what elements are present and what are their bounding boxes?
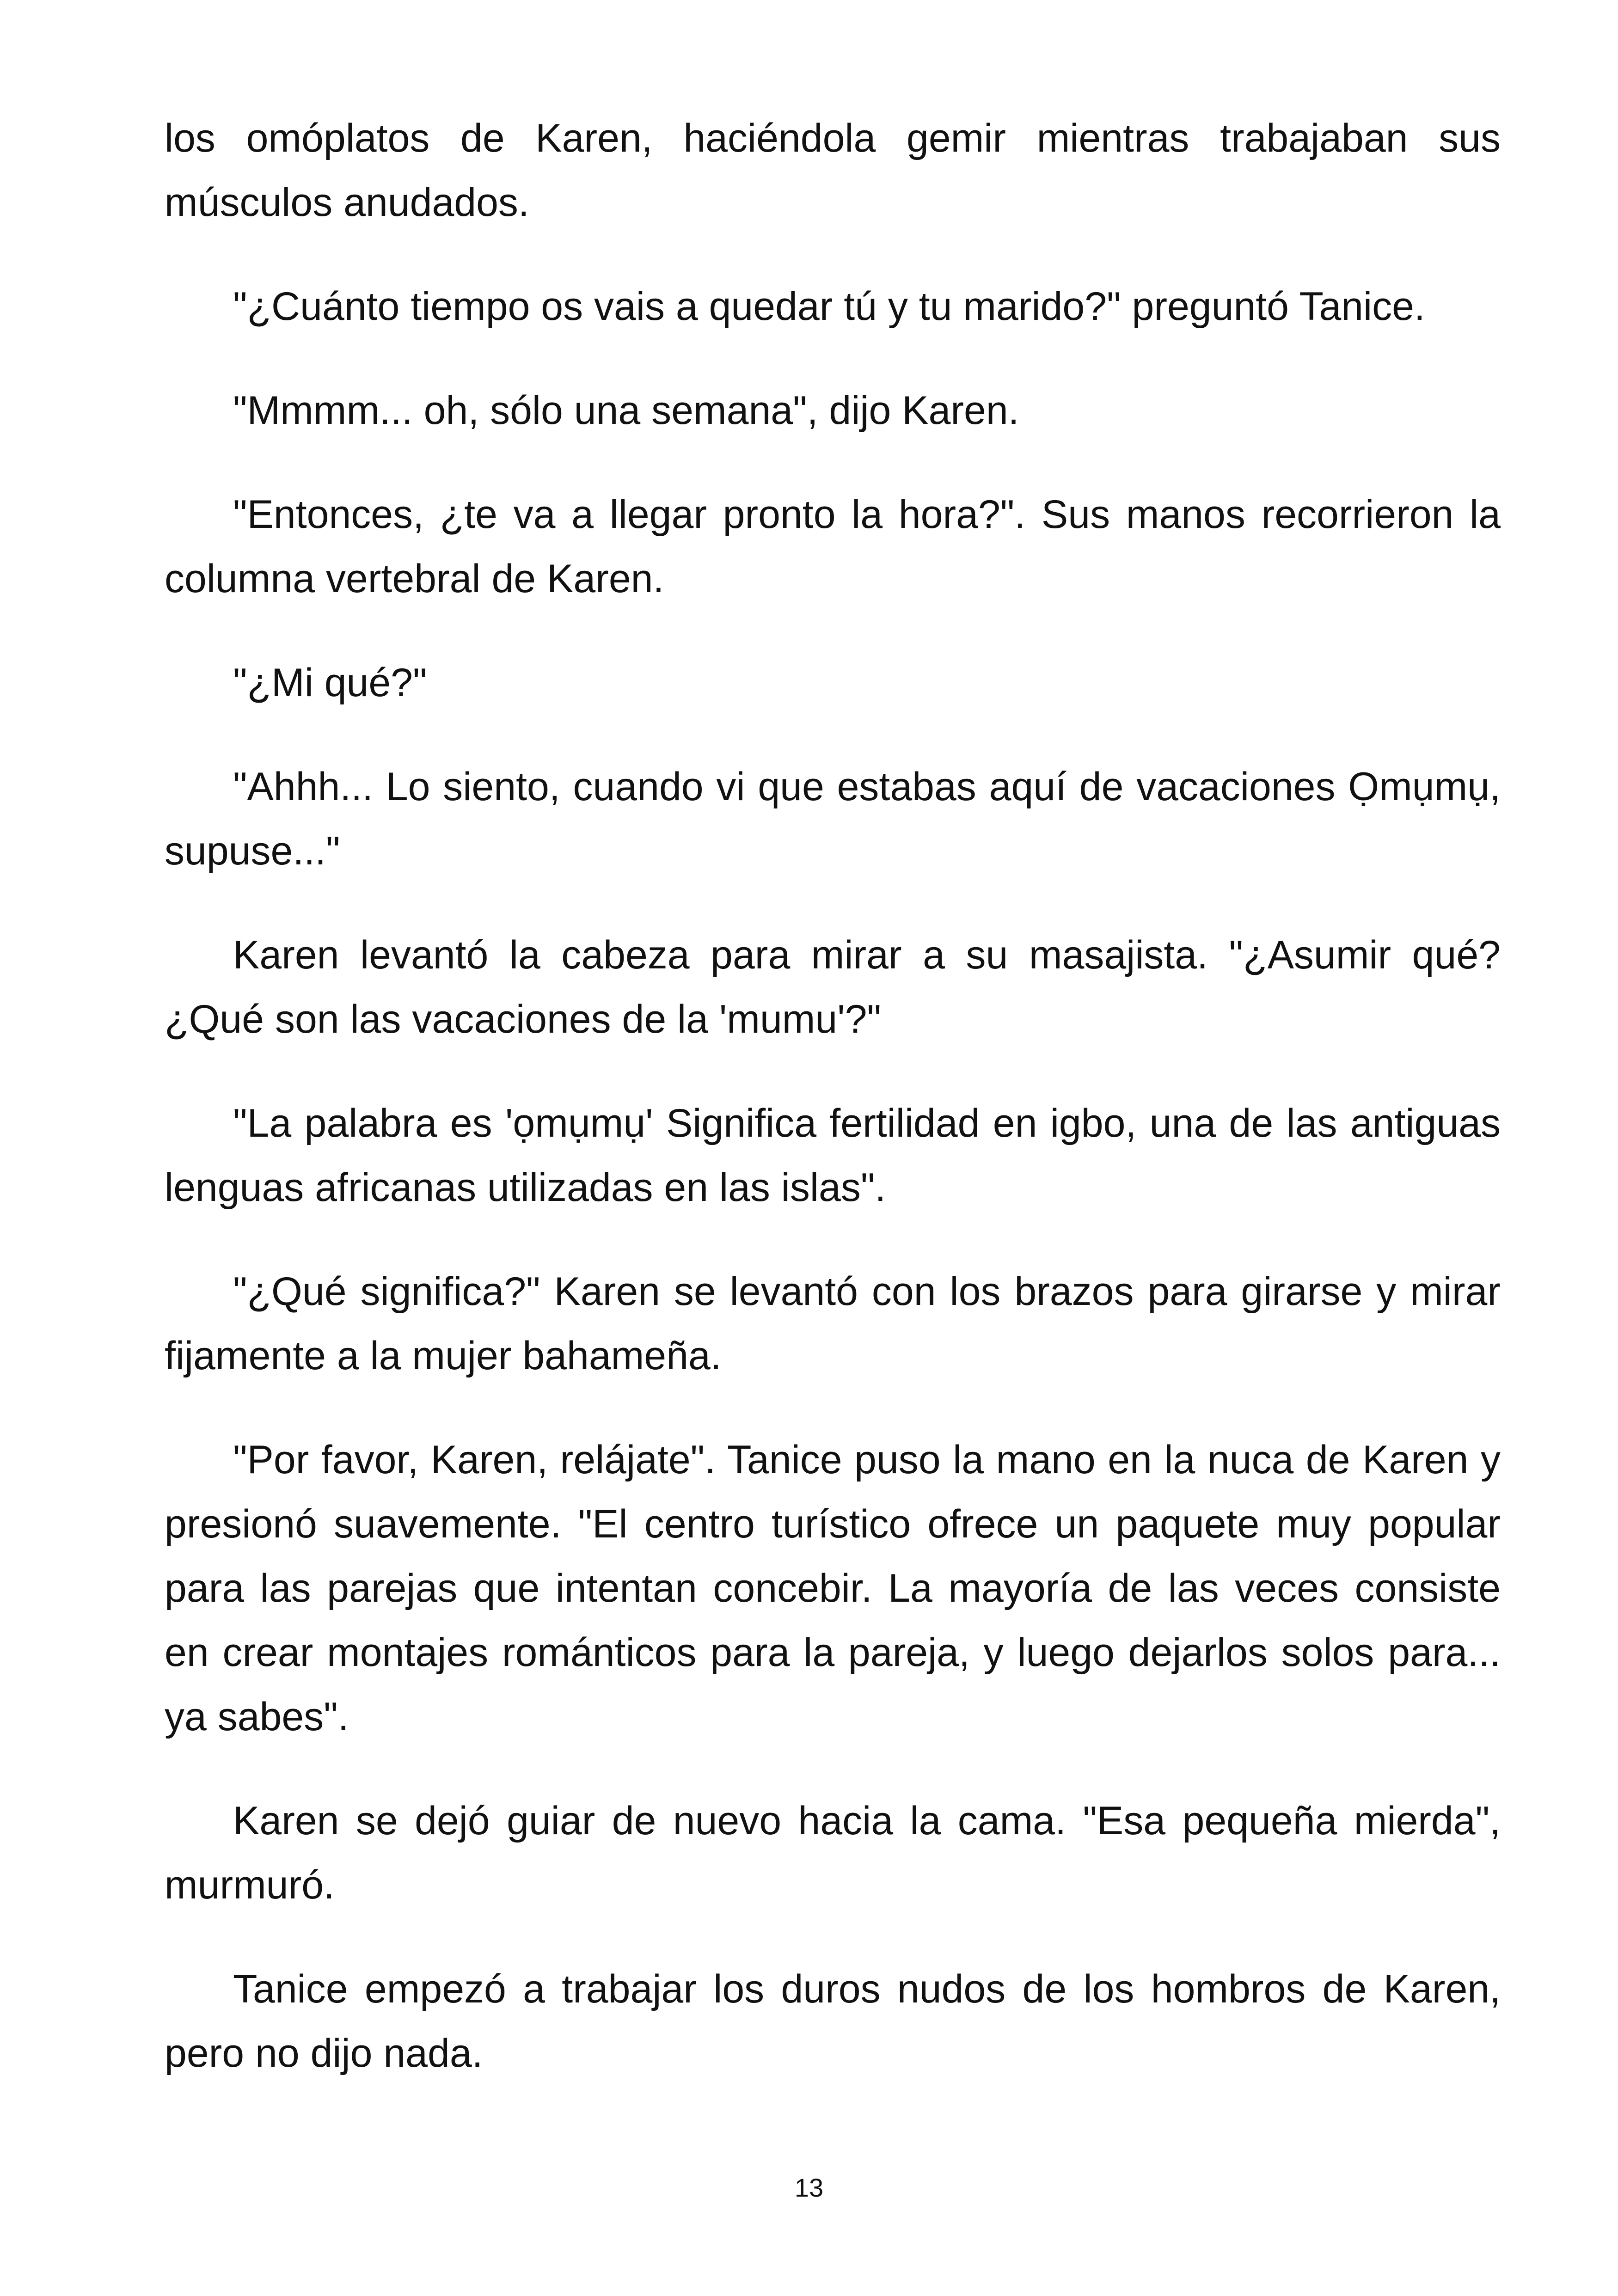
paragraph: "Entonces, ¿te va a llegar pronto la hora?". Sus manos recorrieron la columna vertebral de Karen. <box>165 492 1501 601</box>
paragraph: "¿Mi qué?" <box>233 661 427 705</box>
page-number: 13 <box>794 2173 824 2202</box>
body-text <box>165 106 1501 2125</box>
paragraph: Tanice empezó a trabajar los duros nudos de los hombros de Karen, pero no dijo nada. <box>165 1967 1501 2076</box>
paragraph: "Mmmm... oh, sólo una semana", dijo Karen. <box>233 388 1019 433</box>
paragraph: "¿Qué significa?" Karen se levantó con los brazos para girarse y mirar fijamente a la mujer bahameña. <box>165 1269 1501 1378</box>
paragraph: Karen se dejó guiar de nuevo hacia la cama. "Esa pequeña mierda", murmuró. <box>165 1799 1501 1907</box>
paragraph: "Ahhh... Lo siento, cuando vi que estabas aquí de vacaciones Ọmụmụ, supuse..." <box>165 765 1501 873</box>
paragraph: "Por favor, Karen, relájate". Tanice puso la mano en la nuca de Karen y presionó suavemente. "El centro turístico ofrece un paquete muy popular para las parejas que intentan concebir. La mayoría de las veces consiste en crear montajes románticos para la pareja, y luego dejarlos solos para... ya sabes". <box>165 1438 1501 1739</box>
paragraph: "La palabra es 'ọmụmụ' Significa fertilidad en igbo, una de las antiguas lenguas africanas utilizadas en las islas". <box>165 1101 1501 1210</box>
paragraph: "¿Cuánto tiempo os vais a quedar tú y tu marido?" preguntó Tanice. <box>233 284 1425 329</box>
paragraph: los omóplatos de Karen, haciéndola gemir mientras trabajaban sus músculos anudados. <box>165 116 1501 225</box>
paragraph: Karen levantó la cabeza para mirar a su masajista. "¿Asumir qué? ¿Qué son las vacaciones de la 'mumu'?" <box>165 933 1501 1041</box>
